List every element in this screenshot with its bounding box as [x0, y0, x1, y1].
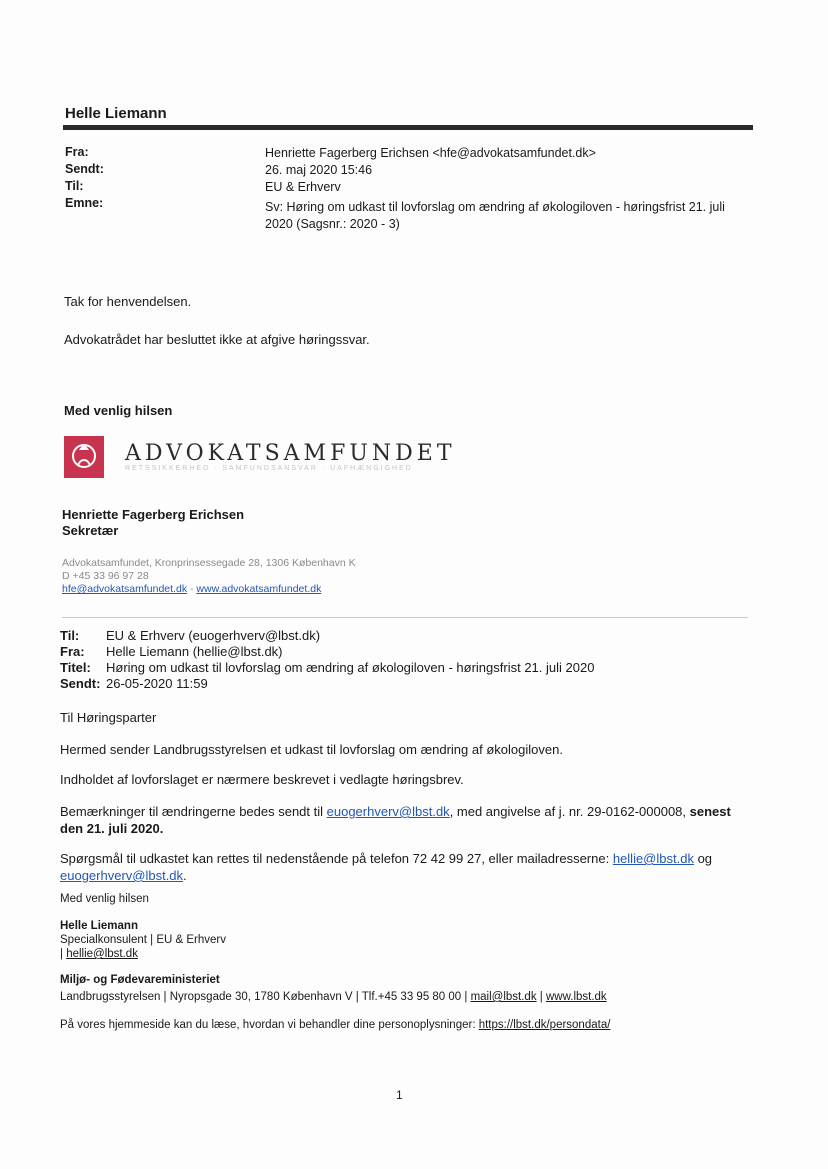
- fwd-paragraph-1: Hermed sender Landbrugsstyrelsen et udkast til lovforslag om ændring af økologiloven.: [60, 742, 563, 757]
- fwd-sendt-value: 26-05-2020 11:59: [106, 676, 208, 691]
- p4-end: .: [183, 868, 187, 883]
- fwd-privacy-text: På vores hjemmeside kan du læse, hvordan vi behandler dine personoplysninger:: [60, 1019, 479, 1031]
- logo-wordmark: ADVOKATSAMFUNDET: [125, 441, 456, 466]
- page-number: 1: [396, 1088, 403, 1102]
- sendt-label: Sendt:: [65, 162, 104, 176]
- fwd-titel-label: Titel:: [60, 660, 91, 675]
- advokatsamfundet-logo-icon: [64, 436, 104, 478]
- signature-separator: -: [187, 583, 197, 595]
- signature-address: Advokatsamfundet, Kronprinsessegade 28, 1306 København K: [62, 557, 356, 569]
- forward-divider: [62, 617, 748, 618]
- fwd-titel-value: Høring om udkast til lovforslag om ændring af økologiloven - høringsfrist 21. juli 2020: [106, 660, 595, 675]
- fwd-agency-pipe: |: [536, 991, 546, 1003]
- p3-email-link[interactable]: euogerhverv@lbst.dk: [326, 804, 450, 819]
- fwd-til-label: Til:: [60, 628, 80, 643]
- signature-email-link[interactable]: hfe@advokatsamfundet.dk: [62, 583, 188, 595]
- fwd-paragraph-3: [60, 803, 750, 837]
- signature-phone: D +45 33 96 97 28: [62, 570, 149, 582]
- fwd-agency-row: [60, 989, 750, 1006]
- fwd-agency-web-link[interactable]: www.lbst.dk: [545, 991, 607, 1003]
- fwd-paragraph-4: [60, 850, 750, 884]
- fwd-agency-mail-link[interactable]: mail@lbst.dk: [470, 991, 537, 1003]
- fwd-agency-text: Landbrugsstyrelsen | Nyropsgade 30, 1780 København V | Tlf.+45 33 95 80 00 |: [60, 991, 471, 1003]
- fwd-greeting: Med venlig hilsen: [60, 893, 149, 905]
- p3-deadline: senest den 21. juli 2020.: [60, 804, 731, 836]
- reply-line-1: Tak for henvendelsen.: [64, 294, 192, 309]
- fwd-salutation: Til Høringsparter: [60, 710, 157, 725]
- fwd-til-value: EU & Erhverv (euogerhverv@lbst.dk): [106, 628, 321, 643]
- signature-name: Henriette Fagerberg Erichsen: [62, 507, 245, 522]
- p4-email-link-2[interactable]: euogerhverv@lbst.dk: [60, 868, 184, 883]
- emne-label: Emne:: [65, 196, 104, 210]
- fwd-ministry: Miljø- og Fødevareministeriet: [60, 974, 220, 986]
- fwd-sig-title: Specialkonsulent | EU & Erhverv: [60, 934, 226, 946]
- page-title: Helle Liemann: [65, 105, 167, 122]
- fwd-paragraph-2: Indholdet af lovforslaget er nærmere beskrevet i vedlagte høringsbrev.: [60, 772, 464, 787]
- signature-title: Sekretær: [62, 523, 119, 538]
- fwd-privacy-link[interactable]: https://lbst.dk/persondata/: [478, 1019, 611, 1031]
- fwd-sendt-label: Sendt:: [60, 676, 101, 691]
- fra-label: Fra:: [65, 145, 89, 159]
- fra-value: Henriette Fagerberg Erichsen <hfe@advokatsamfundet.dk>: [265, 146, 596, 160]
- p4-text: Spørgsmål til udkastet kan rettes til nedenstående på telefon 72 42 99 27, eller mailadresserne:: [60, 851, 613, 866]
- signature-website-link[interactable]: www.advokatsamfundet.dk: [196, 583, 322, 595]
- fwd-sig-email-row: [60, 946, 750, 963]
- fwd-fra-label: Fra:: [60, 644, 85, 659]
- reply-greeting: Med venlig hilsen: [64, 403, 173, 418]
- title-rule: [63, 125, 753, 130]
- fwd-sig-email-link[interactable]: hellie@lbst.dk: [66, 948, 138, 960]
- p3-text-mid: , med angivelse af j. nr. 29-0162-000008,: [449, 804, 690, 819]
- logo-tagline: RETSSIKKERHED · SAMFUNDSANSVAR · UAFHÆNGIGHED: [125, 465, 413, 472]
- til-label: Til:: [65, 179, 84, 193]
- p4-email-link-1[interactable]: hellie@lbst.dk: [612, 851, 694, 866]
- fwd-sig-pipe: |: [60, 948, 67, 960]
- emne-value: Sv: Høring om udkast til lovforslag om ændring af økologiloven - høringsfrist 21. juli 2020 (Sagsnr.: 2020 - 3): [265, 200, 725, 231]
- p4-og: og: [693, 851, 713, 866]
- reply-line-2: Advokatrådet har besluttet ikke at afgive høringssvar.: [64, 332, 370, 347]
- fwd-sig-name: Helle Liemann: [60, 920, 138, 932]
- til-value: EU & Erhverv: [265, 180, 341, 194]
- p3-text: Bemærkninger til ændringerne bedes sendt til: [60, 804, 327, 819]
- sendt-value: 26. maj 2020 15:46: [265, 163, 373, 177]
- fwd-fra-value: Helle Liemann (hellie@lbst.dk): [106, 644, 283, 659]
- fwd-privacy-row: [60, 1017, 750, 1034]
